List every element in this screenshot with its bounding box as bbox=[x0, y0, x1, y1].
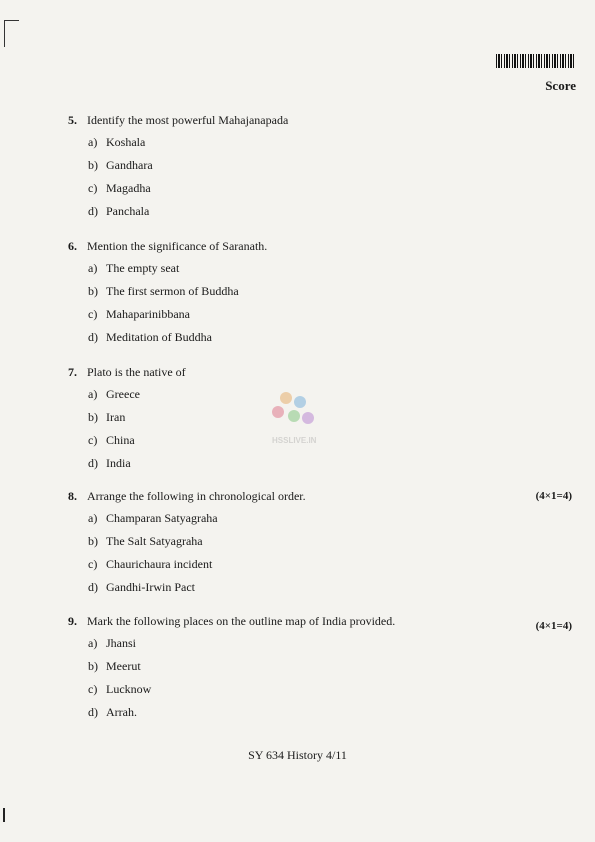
option-letter: a) bbox=[88, 387, 98, 401]
option-letter: d) bbox=[88, 705, 98, 719]
question-line bbox=[68, 489, 578, 507]
option-letter: b) bbox=[88, 158, 98, 172]
question-line bbox=[68, 365, 578, 383]
logo-dot bbox=[302, 412, 314, 424]
option-text: Meerut bbox=[106, 659, 141, 673]
question-number: 8. bbox=[68, 489, 77, 503]
question-line bbox=[68, 239, 578, 257]
option-letter: a) bbox=[88, 135, 98, 149]
option-item bbox=[88, 181, 578, 204]
option-letter: d) bbox=[88, 580, 98, 594]
option-item bbox=[88, 330, 578, 353]
options-list bbox=[88, 511, 578, 603]
marks-allocation: (4×1=4) bbox=[535, 490, 572, 502]
question-number: 5. bbox=[68, 113, 77, 127]
option-text: Meditation of Buddha bbox=[106, 330, 212, 344]
option-text: Panchala bbox=[106, 204, 150, 218]
option-letter: c) bbox=[88, 433, 98, 447]
option-item bbox=[88, 511, 578, 534]
marks-allocation: (4×1=4) bbox=[535, 620, 572, 632]
logo-dot bbox=[280, 392, 292, 404]
option-text: The first sermon of Buddha bbox=[106, 284, 239, 298]
option-text: Koshala bbox=[106, 135, 146, 149]
question-number: 9. bbox=[68, 614, 77, 628]
option-letter: b) bbox=[88, 659, 98, 673]
option-text: India bbox=[106, 456, 131, 470]
option-letter: d) bbox=[88, 330, 98, 344]
option-letter: c) bbox=[88, 181, 98, 195]
option-letter: b) bbox=[88, 410, 98, 424]
option-text: Champaran Satyagraha bbox=[106, 511, 218, 525]
question-8 bbox=[68, 489, 578, 603]
option-text: Mahaparinibbana bbox=[106, 307, 190, 321]
option-letter: b) bbox=[88, 284, 98, 298]
option-text: Jhansi bbox=[106, 636, 136, 650]
question-line bbox=[68, 113, 578, 131]
option-item bbox=[88, 659, 578, 682]
logo-dot bbox=[272, 406, 284, 418]
option-item bbox=[88, 636, 578, 659]
option-text: Greece bbox=[106, 387, 140, 401]
question-text: Identify the most powerful Mahajanapada bbox=[87, 113, 289, 127]
option-item bbox=[88, 580, 578, 603]
option-text: The empty seat bbox=[106, 261, 180, 275]
watermark-logo bbox=[250, 384, 340, 464]
option-text: Lucknow bbox=[106, 682, 152, 696]
option-item bbox=[88, 158, 578, 181]
corner-crop-mark bbox=[3, 808, 17, 822]
option-letter: a) bbox=[88, 261, 98, 275]
option-item bbox=[88, 204, 578, 227]
option-letter: a) bbox=[88, 636, 98, 650]
question-number: 6. bbox=[68, 239, 77, 253]
option-item bbox=[88, 557, 578, 580]
option-item bbox=[88, 135, 578, 158]
option-item bbox=[88, 705, 578, 728]
page-footer: SY 634 History 4/11 bbox=[248, 748, 347, 762]
option-letter: a) bbox=[88, 511, 98, 525]
question-text: Mark the following places on the outline map of India provided. bbox=[87, 614, 396, 628]
question-6 bbox=[68, 239, 578, 353]
barcode bbox=[496, 54, 576, 68]
option-text: The Salt Satyagraha bbox=[106, 534, 203, 548]
option-letter: c) bbox=[88, 557, 98, 571]
logo-dot bbox=[288, 410, 300, 422]
option-text: Gandhi-Irwin Pact bbox=[106, 580, 195, 594]
option-text: China bbox=[106, 433, 135, 447]
option-item bbox=[88, 261, 578, 284]
option-item bbox=[88, 284, 578, 307]
question-number: 7. bbox=[68, 365, 77, 379]
option-letter: c) bbox=[88, 682, 98, 696]
watermark-text: HSSLIVE.IN bbox=[272, 436, 317, 445]
options-list bbox=[88, 135, 578, 227]
score-label: Score bbox=[545, 78, 576, 93]
option-text: Iran bbox=[106, 410, 126, 424]
option-text: Magadha bbox=[106, 181, 151, 195]
corner-crop-mark bbox=[4, 20, 19, 47]
option-letter: c) bbox=[88, 307, 98, 321]
logo-dot bbox=[294, 396, 306, 408]
question-9 bbox=[68, 614, 578, 728]
option-item bbox=[88, 682, 578, 705]
option-text: Gandhara bbox=[106, 158, 153, 172]
option-letter: d) bbox=[88, 204, 98, 218]
options-list bbox=[88, 636, 578, 728]
option-letter: d) bbox=[88, 456, 98, 470]
question-5 bbox=[68, 113, 578, 227]
option-item bbox=[88, 534, 578, 557]
option-text: Arrah. bbox=[106, 705, 137, 719]
question-text: Plato is the native of bbox=[87, 365, 186, 379]
question-text: Arrange the following in chronological order. bbox=[87, 489, 306, 503]
question-text: Mention the significance of Saranath. bbox=[87, 239, 268, 253]
option-letter: b) bbox=[88, 534, 98, 548]
options-list bbox=[88, 261, 578, 353]
option-text: Chaurichaura incident bbox=[106, 557, 213, 571]
question-line bbox=[68, 614, 578, 632]
option-item bbox=[88, 307, 578, 330]
